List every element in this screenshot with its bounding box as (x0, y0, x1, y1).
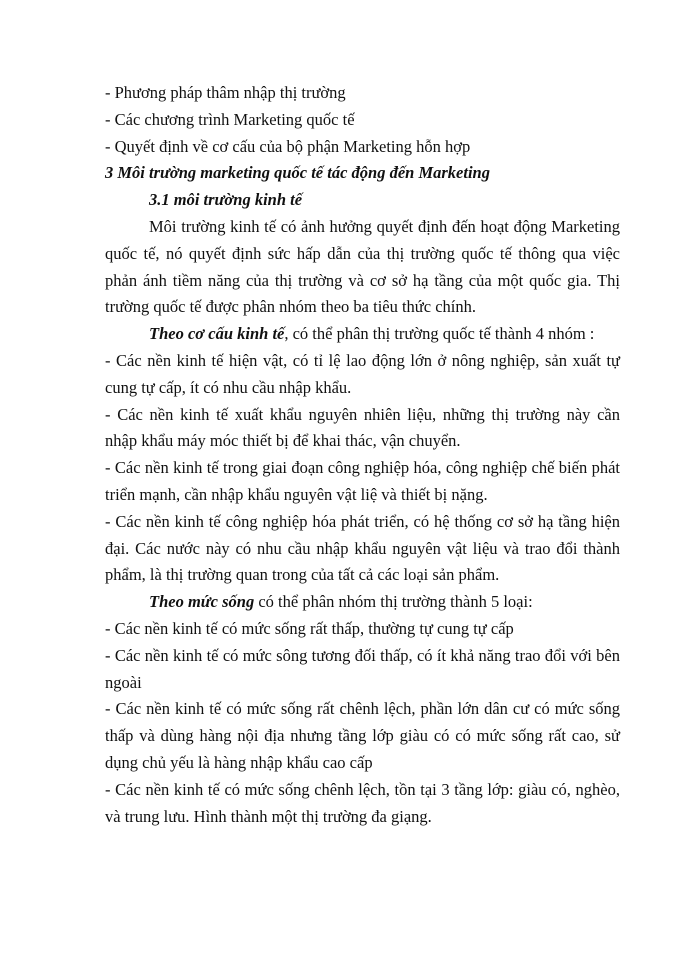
list-item: - Các nền kinh tế công nghiệp hóa phát triển, có hệ thống cơ sở hạ tầng hiện đại. Các nước này có nhu cầu nhập khẩu nguyên vật liệu và trao đổi thành phẩm, là thị trường quan trong của tất cả các loại sản phẩm. (105, 511, 620, 585)
bullet-item: - Phương pháp thâm nhập thị trường (105, 83, 346, 102)
bullet-item: - Các chương trình Marketing quốc tế (105, 109, 355, 129)
list-item: - Các nền kinh tế trong giai đoạn công nghiệp hóa, công nghiệp chế biến phát triển mạnh, cần nhập khẩu nguyên vật liệ và thiết bị nặng. (105, 458, 620, 504)
intro-paragraph: Môi trường kinh tế có ảnh hưởng quyết định đến hoạt động Marketing quốc tế, nó quyết định sức hấp dẫn của thị trường quốc tế thông qua việc phản ánh tiềm năng của thị trường và cơ sở hạ tầng của một quốc gia. Thị trường quốc tế được phân nhóm theo ba tiêu thức chính. (105, 216, 620, 317)
economic-structure-lead (105, 321, 620, 348)
list-item: - Các nền kinh tế có mức sống rất thấp, thường tự cung tự cấp (105, 618, 514, 638)
bullet-item: - Quyết định về cơ cấu của bộ phận Marketing hỗn hợp (105, 136, 471, 156)
section-heading: 3 Môi trường marketing quốc tế tác động đến Marketing (105, 163, 490, 183)
living-standard-lead-text: có thể phân nhóm thị trường thành 5 loại: (254, 592, 533, 612)
list-item: - Các nền kinh tế có mức sống chênh lệch, tồn tại 3 tầng lớp: giàu có, nghèo, và trung lưu. Hình thành một thị trường đa giạng. (105, 779, 620, 826)
living-standard-emphasis: Theo mức sống (149, 592, 255, 612)
document-page (105, 80, 620, 830)
list-item: - Các nền kinh tế xuất khẩu nguyên nhiên liệu, những thị trường này cần nhập khẩu máy móc thiết bị để khai thác, vận chuyển. (105, 404, 620, 451)
list-item: - Các nền kinh tế hiện vật, có tỉ lệ lao động lớn ở nông nghiệp, sản xuất tự cung tự cấp, ít có nhu cầu nhập khẩu. (105, 350, 620, 397)
subsection-heading: 3.1 môi trường kinh tế (149, 190, 303, 210)
list-item: - Các nền kinh tế có mức sống rất chênh lệch, phần lớn dân cư có mức sống thấp và dùng hàng nội địa nhưng tầng lớp giàu có có mức sống rất cao, sử dụng chủ yếu là hàng nhập khẩu cao cấp (105, 699, 620, 772)
living-standard-lead (105, 589, 620, 616)
economic-structure-lead-text: , có thể phân thị trường quốc tế thành 4 nhóm : (284, 324, 595, 344)
list-item: - Các nền kinh tế có mức sông tương đối thấp, có ít khả năng trao đổi với bên ngoài (105, 645, 620, 692)
economic-structure-emphasis: Theo cơ cấu kinh tế (149, 324, 285, 344)
